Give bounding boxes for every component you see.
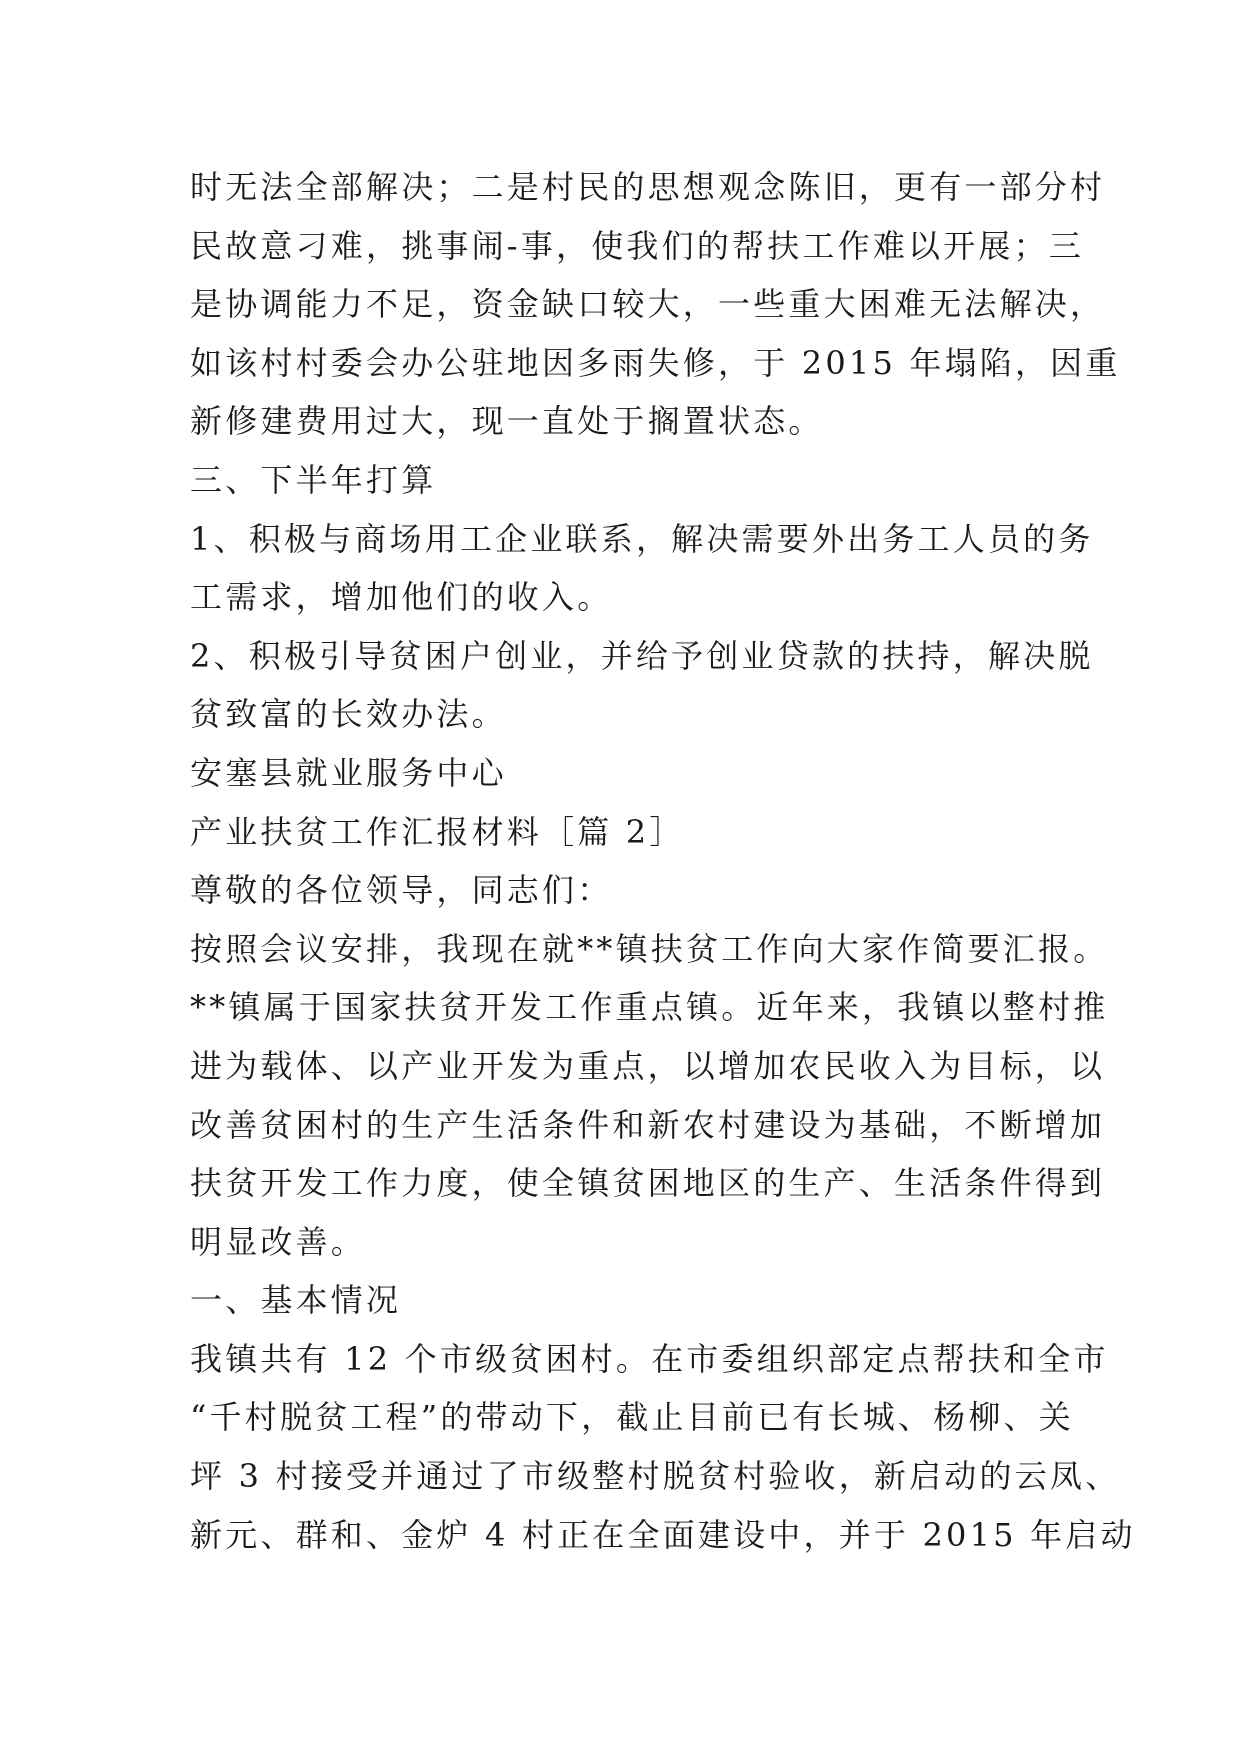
- section-heading: 一、基本情况: [190, 1281, 402, 1320]
- salutation: 尊敬的各位领导，同志们：: [190, 871, 613, 910]
- body-text-line: 民故意刁难，挑事闹-事，使我们的帮扶工作难以开展；三: [190, 226, 1085, 265]
- body-text-line: 按照会议安排，我现在就**镇扶贫工作向大家作简要汇报。: [190, 929, 1109, 968]
- body-text-line: 新修建费用过大，现一直处于搁置状态。: [190, 402, 824, 441]
- section-heading: 三、下半年打算: [190, 460, 437, 499]
- body-text-line: 改善贫困村的生产生活条件和新农村建设为基础，不断增加: [190, 1105, 1106, 1144]
- body-text-line: 我镇共有 12 个市级贫困村。在市委组织部定点帮扶和全市: [190, 1339, 1109, 1378]
- body-text-line: 坪 3 村接受并通过了市级整村脱贫村验收，新启动的云凤、: [190, 1457, 1121, 1496]
- list-item-text: 1、积极与商场用工企业联系，解决需要外出务工人员的务: [190, 519, 1094, 558]
- list-item-text: 2、积极引导贫困户创业，并给予创业贷款的扶持，解决脱: [190, 636, 1094, 675]
- body-text-line: “千村脱贫工程”的带动下，截止目前已有长城、杨柳、关: [190, 1398, 1074, 1437]
- organization-signature: 安塞县就业服务中心: [190, 753, 507, 792]
- body-text-line: 时无法全部解决；二是村民的思想观念陈旧，更有一部分村: [190, 168, 1106, 206]
- body-text-line: 是协调能力不足，资金缺口较大，一些重大困难无法解决，: [190, 285, 1106, 324]
- document-body: [190, 158, 1136, 1564]
- article-title: 产业扶贫工作汇报材料［篇 2］: [190, 812, 685, 851]
- body-text-line: 新元、群和、金炉 4 村正在全面建设中，并于 2015 年启动: [190, 1515, 1136, 1554]
- list-item-text: 贫致富的长效办法。: [190, 695, 507, 734]
- list-item-text: 工需求，增加他们的收入。: [190, 578, 613, 617]
- body-text-line: 扶贫开发工作力度，使全镇贫困地区的生产、生活条件得到: [190, 1164, 1106, 1203]
- body-text-line: 明显改善。: [190, 1222, 367, 1261]
- body-text-line: 进为载体、以产业开发为重点，以增加农民收入为目标，以: [190, 1046, 1106, 1085]
- body-text-line: 如该村村委会办公驻地因多雨失修，于 2015 年塌陷，因重: [190, 343, 1121, 382]
- body-text-line: **镇属于国家扶贫开发工作重点镇。近年来，我镇以整村推: [190, 988, 1109, 1027]
